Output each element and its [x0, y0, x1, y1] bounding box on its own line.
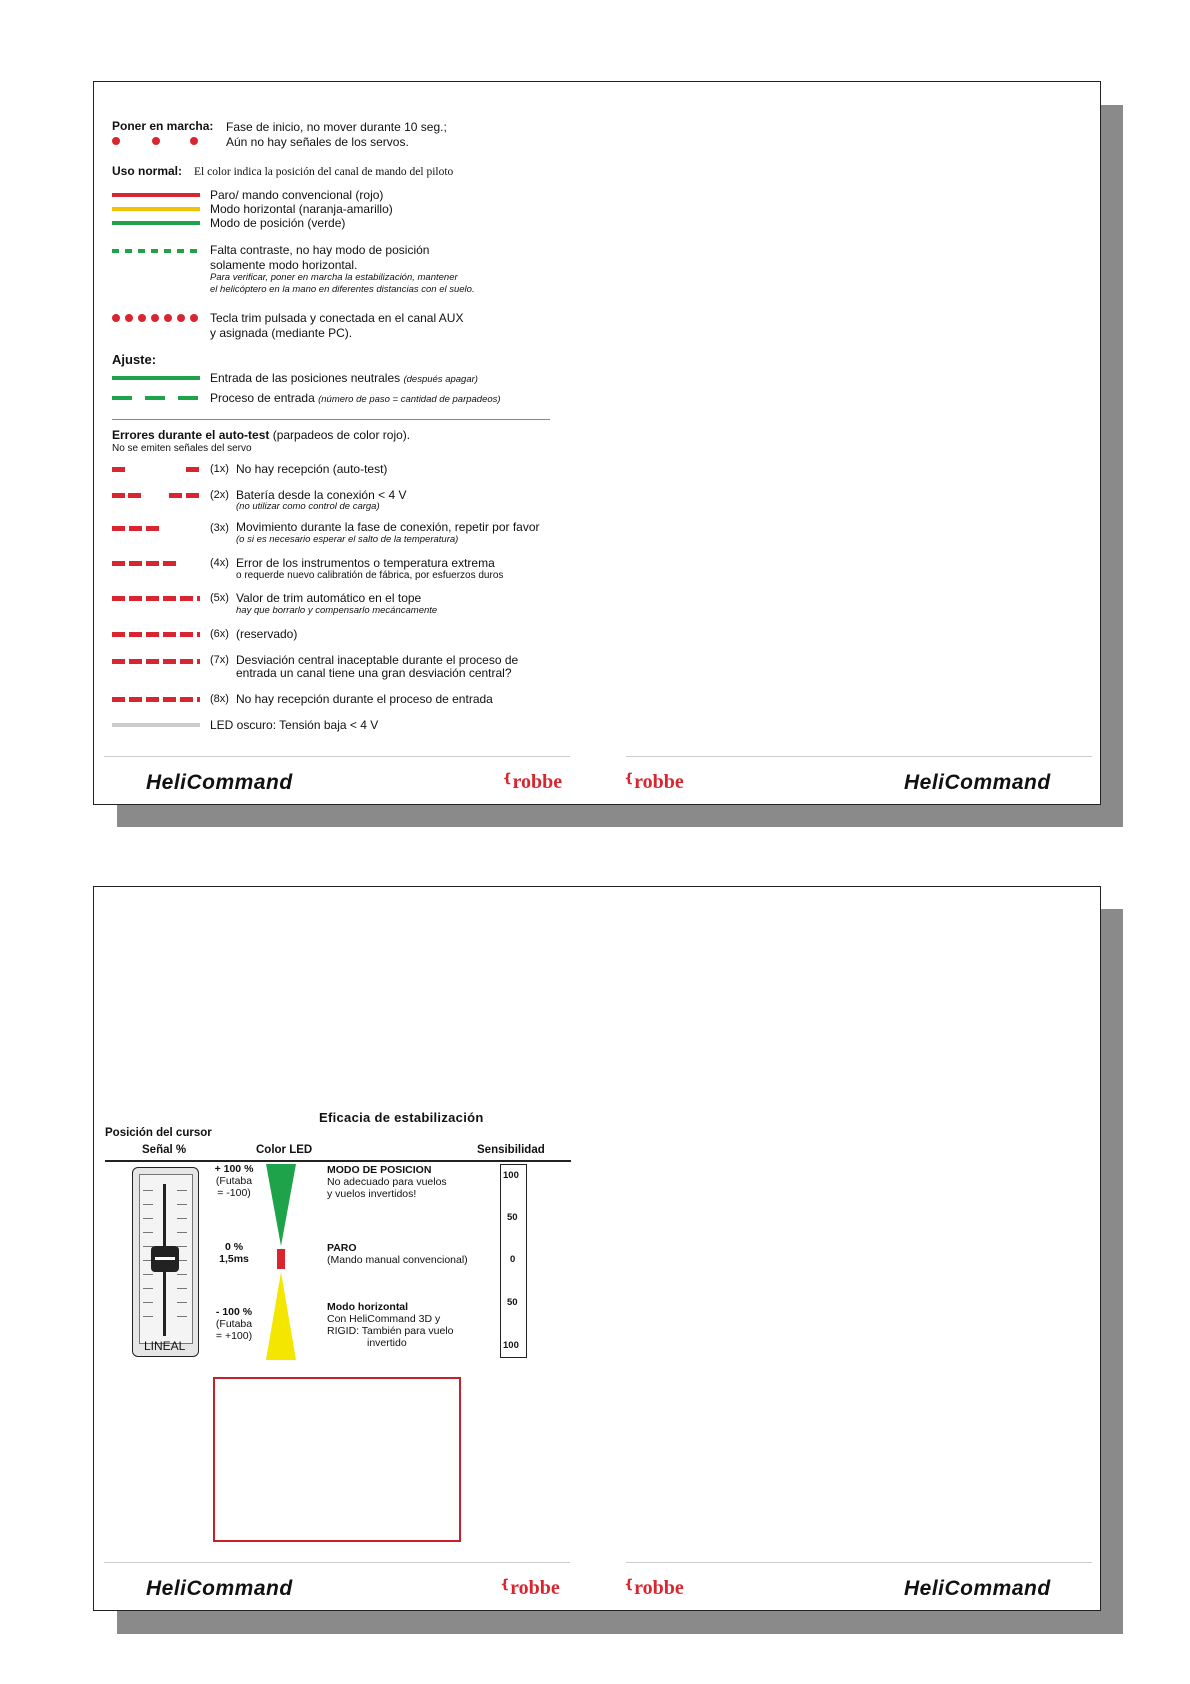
helicommand-logo: HeliCommand	[904, 771, 1051, 794]
err-count: (8x)	[210, 693, 229, 705]
contrast-line1: Falta contraste, no hay modo de posición	[210, 243, 430, 257]
footer-rule	[104, 1562, 570, 1563]
err-count: (5x)	[210, 592, 229, 604]
red-marker	[277, 1249, 285, 1269]
slider-frame	[132, 1167, 199, 1357]
green-solid-line	[112, 376, 200, 380]
divider	[112, 419, 550, 420]
err-count: (3x)	[210, 522, 229, 534]
normal-item: Modo de posición (verde)	[210, 216, 346, 230]
err-seg-row	[112, 526, 162, 531]
sens-tick: 100	[503, 1170, 519, 1181]
err-text: Desviación central inaceptable durante el proceso de	[236, 653, 519, 667]
err-seg	[112, 493, 125, 498]
green-dotted-line	[112, 249, 200, 253]
mode-bot: Modo horizontal Con HeliCommand 3D y RIGID: También para vuelo invertido	[327, 1301, 454, 1349]
start-dot	[190, 137, 198, 145]
footer-rule	[104, 756, 570, 757]
err-note: hay que borrarlo y compensarlo mecáncamente	[236, 605, 438, 616]
green-triangle	[266, 1164, 296, 1246]
col-signal: Señal %	[142, 1144, 187, 1156]
err-count: (4x)	[210, 557, 229, 569]
err-seg-row	[112, 659, 200, 664]
red-solid-line	[112, 193, 200, 197]
robbe-logo: ❴robbe	[500, 1577, 560, 1599]
trim-line2: y asignada (mediante PC).	[210, 326, 353, 340]
err-seg-row	[112, 596, 200, 601]
signal-bot: - 100 % (Futaba = +100)	[215, 1306, 253, 1342]
err-text: Valor de trim automático en el tope	[236, 591, 422, 605]
err-text: No hay recepción durante el proceso de entrada	[236, 692, 493, 706]
err-count: (2x)	[210, 489, 229, 501]
dark-led-text: LED oscuro: Tensión baja < 4 V	[210, 718, 379, 732]
start-line2: Aún no hay señales de los servos.	[226, 135, 409, 149]
start-dot	[112, 137, 120, 145]
robbe-logo: ❴robbe	[624, 771, 684, 793]
normal-desc: El color indica la posición del canal de mando del piloto	[194, 166, 454, 178]
footer-rule	[626, 1562, 1092, 1563]
err-seg	[169, 493, 182, 498]
err-text: No hay recepción (auto-test)	[236, 462, 388, 476]
red-dot-row	[112, 314, 202, 322]
mode-top: MODO DE POSICION No adecuado para vuelos y vuelos invertidos!	[327, 1164, 447, 1200]
empty-red-frame	[213, 1377, 461, 1542]
err-text-2: entrada un canal tiene una gran desviación central?	[236, 666, 512, 680]
err-count: (1x)	[210, 463, 229, 475]
signal-mid: 0 % 1,5ms	[219, 1241, 249, 1265]
errors-title: Errores durante el auto-test (parpadeos de color rojo).	[112, 428, 411, 442]
normal-item: Paro/ mando convencional (rojo)	[210, 188, 384, 202]
err-seg	[186, 493, 199, 498]
normal-item: Modo horizontal (naranja-amarillo)	[210, 202, 393, 216]
chart-title: Eficacia de estabilización	[319, 1110, 484, 1125]
sens-tick: 50	[507, 1297, 518, 1308]
err-count: (6x)	[210, 628, 229, 640]
yellow-triangle	[266, 1272, 296, 1360]
robbe-logo: ❴robbe	[624, 1577, 684, 1599]
err-seg	[112, 467, 125, 472]
err-seg	[128, 493, 141, 498]
err-seg-row	[112, 632, 200, 637]
yellow-solid-line	[112, 207, 200, 211]
err-text: Batería desde la conexión < 4 V	[236, 488, 407, 502]
err-seg	[186, 467, 199, 472]
col-sens: Sensibilidad	[477, 1144, 545, 1156]
trim-line1: Tecla trim pulsada y conectada en el canal AUX	[210, 311, 464, 325]
err-text: (reservado)	[236, 627, 298, 641]
helicommand-logo: HeliCommand	[146, 771, 293, 794]
led-color-diagram	[264, 1164, 298, 1360]
header-rule	[105, 1160, 571, 1162]
err-count: (7x)	[210, 654, 229, 666]
err-seg-row	[112, 561, 179, 566]
helicommand-logo: HeliCommand	[146, 1577, 293, 1600]
ajuste-label: Ajuste:	[112, 352, 157, 367]
start-label: Poner en marcha:	[112, 119, 214, 133]
grey-solid-line	[112, 723, 200, 727]
instruction-card-1	[93, 81, 1101, 805]
cursor-position-label: Posición del cursor	[105, 1127, 212, 1139]
green-dashed-line	[112, 396, 200, 400]
ajuste-process: Proceso de entrada (número de paso = cantidad de parpadeos)	[210, 391, 501, 405]
sens-tick: 100	[503, 1340, 519, 1351]
mode-mid: PARO (Mando manual convencional)	[327, 1242, 468, 1266]
err-note: (o si es necesario esperar el salto de la temperatura)	[236, 534, 459, 545]
err-text: Movimiento durante la fase de conexión, repetir por favor	[236, 520, 540, 534]
signal-top: + 100 % (Futaba = -100)	[214, 1163, 254, 1199]
footer-rule	[626, 756, 1092, 757]
slider-label: LINEAL	[144, 1339, 186, 1353]
err-seg-row	[112, 697, 200, 702]
sens-tick: 50	[507, 1212, 518, 1223]
sensitivity-scale	[500, 1164, 527, 1358]
errors-subtitle: No se emiten señales del servo	[112, 443, 252, 454]
contrast-line2: solamente modo horizontal.	[210, 258, 358, 272]
normal-label: Uso normal:	[112, 164, 183, 178]
helicommand-logo: HeliCommand	[904, 1577, 1051, 1600]
err-note: (no utilizar como control de carga)	[236, 501, 380, 512]
start-dot	[152, 137, 160, 145]
err-text: Error de los instrumentos o temperatura extrema	[236, 556, 495, 570]
green-solid-line	[112, 221, 200, 225]
robbe-logo: ❴robbe	[500, 771, 563, 793]
sens-tick: 0	[510, 1254, 516, 1265]
err-note: o requerde nuevo calibratión de fábrica, por esfuerzos duros	[236, 570, 504, 581]
col-led: Color LED	[256, 1144, 313, 1156]
slider-knob[interactable]	[151, 1246, 179, 1272]
contrast-note: Para verificar, poner en marcha la estabilización, mantener	[210, 272, 458, 283]
contrast-note: el helicóptero en la mano en diferentes distancias con el suelo.	[210, 284, 475, 295]
start-line1: Fase de inicio, no mover durante 10 seg.;	[226, 120, 447, 134]
instruction-card-2	[93, 886, 1101, 1611]
ajuste-entry: Entrada de las posiciones neutrales (después apagar)	[210, 371, 478, 385]
